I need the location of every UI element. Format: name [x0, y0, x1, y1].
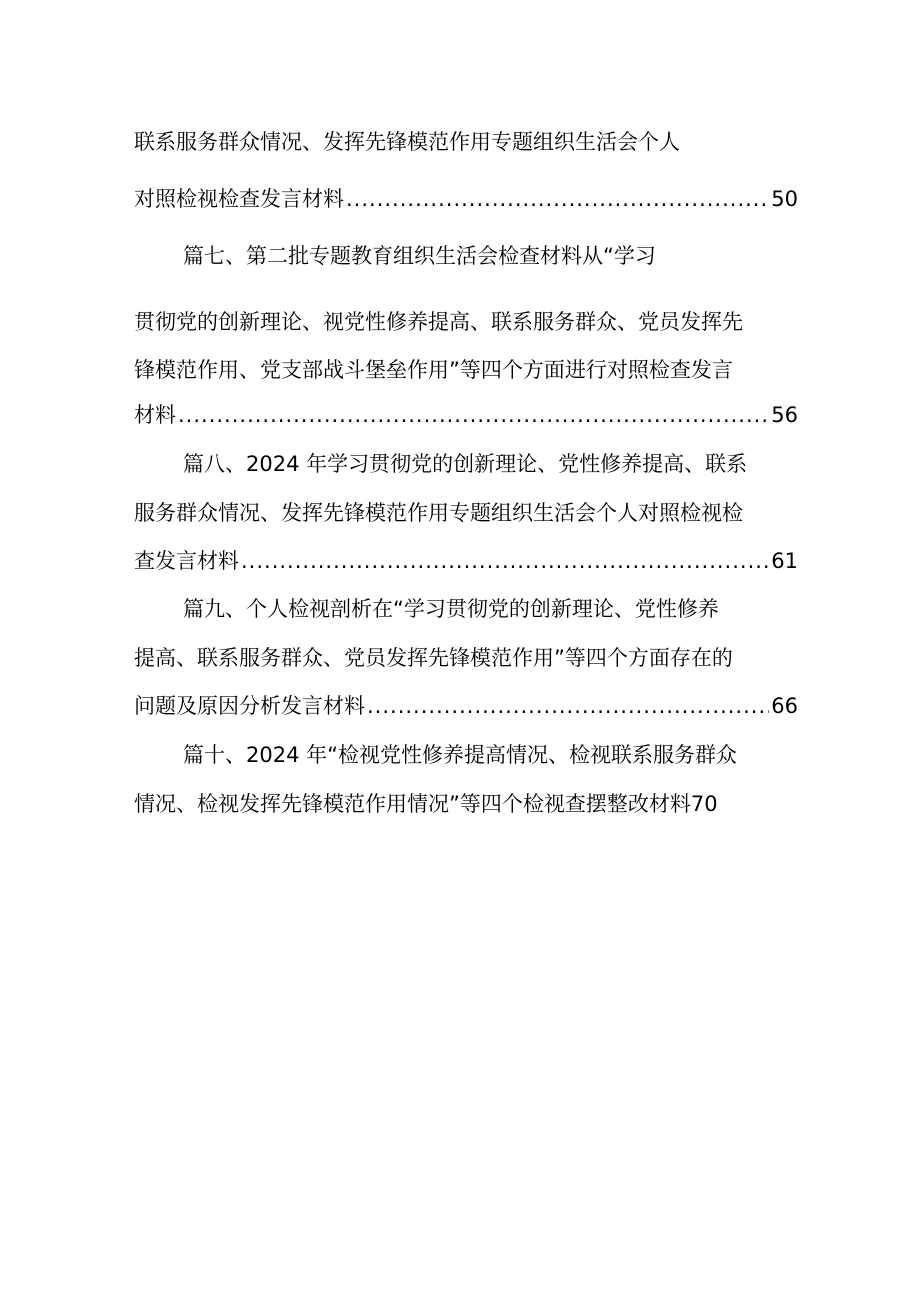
toc-entry-6-line-1: 联系服务群众情况、发挥先锋模范作用专题组织生活会个人: [134, 130, 680, 154]
toc-entry-10-line-1: 篇十、2024 年“检视党性修养提高情况、检视联系服务群众: [183, 743, 737, 767]
toc-entry-7-line-4: [134, 397, 798, 433]
toc-entry-8-title-end: 查发言材料: [134, 549, 239, 573]
dot-leader: [241, 543, 769, 579]
toc-entry-9-line-1: 篇九、个人检视剖析在“学习贯彻党的创新理论、党性修养: [183, 597, 719, 621]
toc-entry-7-page-number: 56: [771, 403, 798, 427]
toc-entry-7-line-1: 篇七、第二批专题教育组织生活会检查材料从“学习: [183, 244, 656, 268]
dot-leader: [367, 688, 769, 724]
toc-entry-8-line-3: [134, 543, 798, 579]
dot-leader: [346, 181, 769, 217]
toc-entry-8-line-1: 篇八、2024 年学习贯彻党的创新理论、党性修养提高、联系: [183, 452, 748, 476]
toc-entry-6-title-end: 对照检视检查发言材料: [134, 187, 344, 211]
toc-entry-9-title-end: 问题及原因分析发言材料: [134, 694, 365, 718]
toc-entry-7-line-3: 锋模范作用、党支部战斗堡垒作用”等四个方面进行对照检查发言: [134, 358, 733, 382]
toc-entry-7-line-2: 贯彻党的创新理论、视党性修养提高、联系服务群众、党员发挥先: [134, 310, 743, 334]
toc-entry-9-line-2: 提高、联系服务群众、党员发挥先锋模范作用”等四个方面存在的: [134, 646, 733, 670]
dot-leader: [178, 397, 769, 433]
toc-entry-6-line-2: [134, 181, 798, 217]
toc-entry-9-page-number: 66: [771, 694, 798, 718]
toc-entry-9-line-3: [134, 688, 798, 724]
toc-entry-6-page-number: 50: [771, 187, 798, 211]
toc-entry-8-line-2: 服务群众情况、发挥先锋模范作用专题组织生活会个人对照检视检: [134, 501, 743, 525]
toc-entry-7-title-end: 材料: [134, 403, 176, 427]
toc-entry-8-page-number: 61: [771, 549, 798, 573]
toc-entry-10-line-2: 情况、检视发挥先锋模范作用情况”等四个检视查摆整改材料70: [134, 792, 718, 816]
